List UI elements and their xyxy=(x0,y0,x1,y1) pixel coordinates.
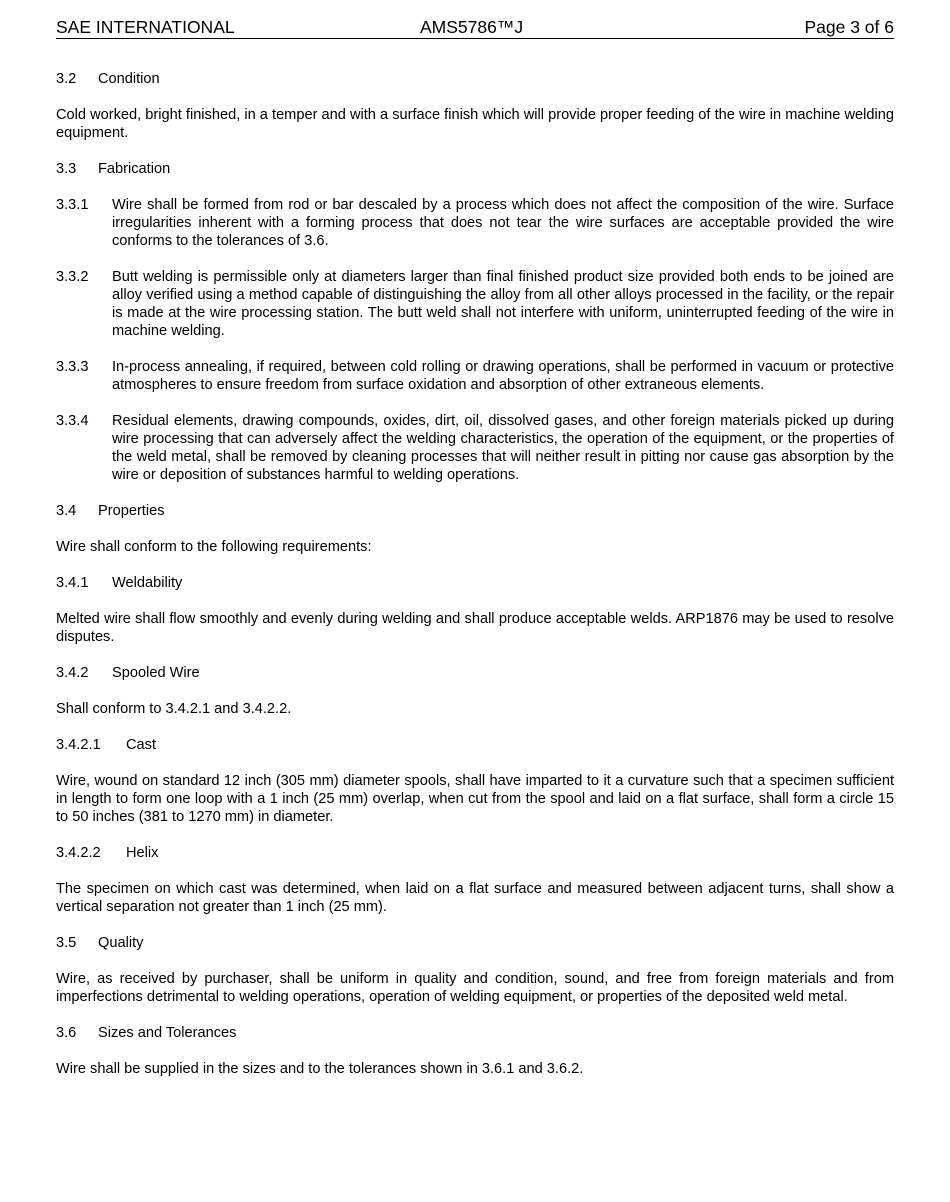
section-number: 3.4.2 xyxy=(56,665,89,681)
paragraph: Wire, wound on standard 12 inch (305 mm) diameter spools, shall have imparted to it a curvature such that a specimen sufficient in length to form one loop with a 1 inch (25 mm) overlap, when cut from the spool and laid on a flat surface, shall form a circle 15 to 50 inches (381 to 1270 mm) in diameter. xyxy=(56,773,894,825)
header-page-number: Page 3 of 6 xyxy=(804,17,894,37)
numbered-clause xyxy=(56,412,894,484)
paragraph: Shall conform to 3.4.2.1 and 3.4.2.2. xyxy=(56,701,292,717)
clause-text: In-process annealing, if required, between cold rolling or drawing operations, shall be performed in vacuum or protective atmospheres to ensure freedom from surface oxidation and absorption of other extraneous elements. xyxy=(112,359,894,393)
section-title: Sizes and Tolerances xyxy=(98,1025,237,1041)
section-heading xyxy=(56,736,894,754)
section-title: Spooled Wire xyxy=(112,665,200,681)
section-number: 3.3 xyxy=(56,161,77,177)
section-heading xyxy=(56,502,894,520)
section-number: 3.4.2.2 xyxy=(56,845,101,861)
clause-number: 3.3.3 xyxy=(56,359,89,375)
section-number: 3.4 xyxy=(56,503,77,519)
section-title: Properties xyxy=(98,503,165,519)
section-title: Helix xyxy=(126,845,159,861)
paragraph: Wire shall be supplied in the sizes and to the tolerances shown in 3.6.1 and 3.6.2. xyxy=(56,1061,584,1077)
numbered-clause xyxy=(56,196,894,250)
section-heading xyxy=(56,664,894,682)
section-number: 3.5 xyxy=(56,935,77,951)
section-title: Condition xyxy=(98,71,160,87)
header-org: SAE INTERNATIONAL xyxy=(56,17,235,37)
clause-number: 3.3.1 xyxy=(56,197,89,213)
clause-text: Wire shall be formed from rod or bar descaled by a process which does not affect the composition of the wire. Surface irregularities inherent with a forming process that does not tear the wire surfaces are acceptable provided the wire conforms to the tolerances of 3.6. xyxy=(112,197,894,249)
paragraph: Melted wire shall flow smoothly and evenly during welding and shall produce acceptable welds. ARP1876 may be used to resolve disputes. xyxy=(56,611,894,645)
paragraph: Wire, as received by purchaser, shall be uniform in quality and condition, sound, and free from foreign materials and from imperfections detrimental to welding operations, operation of welding equipment, or properties of the deposited weld metal. xyxy=(56,971,894,1005)
paragraph: The specimen on which cast was determined, when laid on a flat surface and measured between adjacent turns, shall show a vertical separation not greater than 1 inch (25 mm). xyxy=(56,881,894,915)
section-heading xyxy=(56,160,894,178)
section-heading xyxy=(56,70,894,88)
section-title: Weldability xyxy=(112,575,183,591)
clause-number: 3.3.4 xyxy=(56,413,89,429)
page-header xyxy=(56,14,894,39)
clause-text: Butt welding is permissible only at diameters larger than final finished product size provided both ends to be joined are alloy verified using a method capable of distinguishing the alloy from all other alloys processed in the facility, or the repair is made at the wire processing station. The butt weld shall not interfere with uniform, uninterrupted feeding of the wire in machine welding. xyxy=(112,269,894,339)
section-heading xyxy=(56,574,894,592)
header-doc-id: AMS5786™J xyxy=(420,17,524,37)
section-number: 3.6 xyxy=(56,1025,77,1041)
section-heading xyxy=(56,934,894,952)
section-title: Cast xyxy=(126,737,157,753)
section-heading xyxy=(56,1024,894,1042)
paragraph: Cold worked, bright finished, in a temper and with a surface finish which will provide proper feeding of the wire in machine welding equipment. xyxy=(56,107,894,141)
section-heading xyxy=(56,844,894,862)
document-body xyxy=(56,70,894,1096)
section-number: 3.2 xyxy=(56,71,77,87)
clause-text: Residual elements, drawing compounds, oxides, dirt, oil, dissolved gases, and other foreign materials picked up during wire processing that can adversely affect the welding characteristics, the operation of the equipment, or the properties of the weld metal, shall be removed by cleaning processes that will neither result in pitting nor cause gas absorption by the wire or deposition of substances harmful to welding operations. xyxy=(112,413,894,483)
section-title: Quality xyxy=(98,935,144,951)
numbered-clause xyxy=(56,268,894,340)
paragraph: Wire shall conform to the following requirements: xyxy=(56,539,372,555)
clause-number: 3.3.2 xyxy=(56,269,89,285)
numbered-clause xyxy=(56,358,894,394)
section-number: 3.4.2.1 xyxy=(56,737,101,753)
section-title: Fabrication xyxy=(98,161,171,177)
section-number: 3.4.1 xyxy=(56,575,89,591)
